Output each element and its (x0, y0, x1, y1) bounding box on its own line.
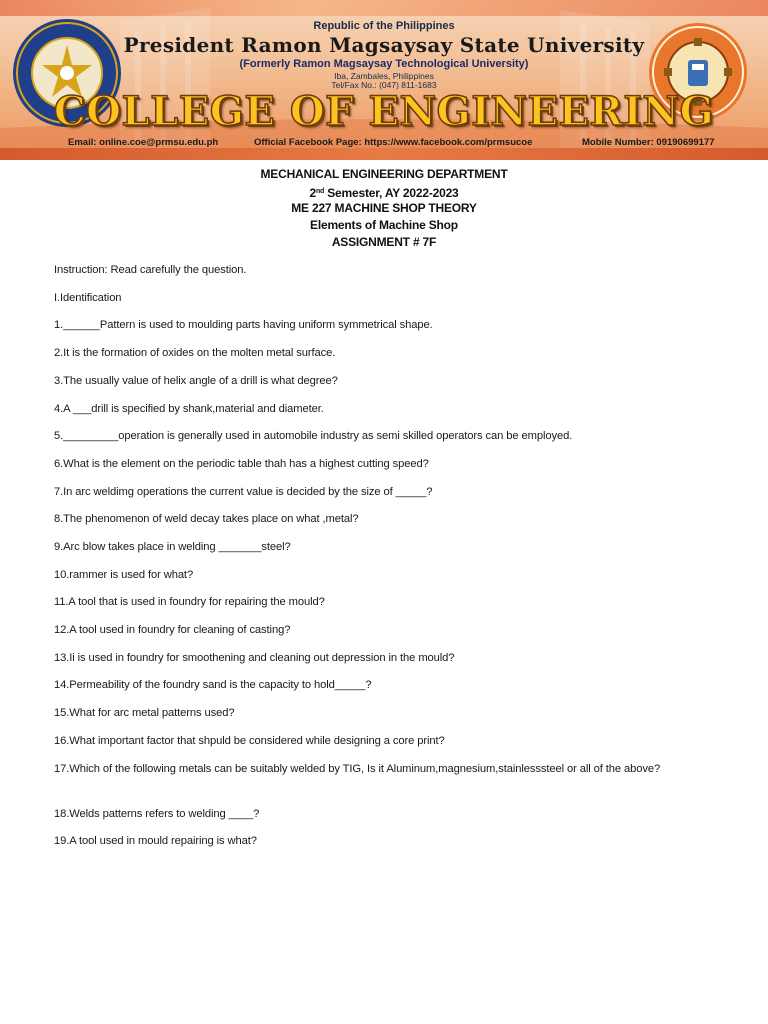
question-item: 12.A tool used in foundry for cleaning of casting? (54, 624, 291, 636)
document-heading (0, 166, 768, 251)
banner-formerly-text: (Formerly Ramon Magsaysay Technological University) (239, 58, 529, 70)
banner-telfax-text: Tel/Fax No.: (047) 811-1683 (331, 80, 437, 90)
letterhead-banner (0, 0, 768, 160)
semester-text: Semester, AY 2022-2023 (324, 186, 459, 200)
banner-mobile-number: Mobile Number: 09190699177 (582, 137, 715, 148)
question-item: 9.Arc blow takes place in welding _______steel? (54, 541, 291, 553)
course-title: ME 227 MACHINE SHOP THEORY (291, 201, 477, 215)
question-item: 17.Which of the following metals can be suitably welded by TIG, Is it Aluminum,magnesium,stainlesssteel or all of the above? (54, 763, 661, 775)
question-item: 2.It is the formation of oxides on the molten metal surface. (54, 347, 336, 359)
question-item: 15.What for arc metal patterns used? (54, 707, 235, 719)
question-item: 11.A tool that is used in foundry for repairing the mould? (54, 596, 325, 608)
question-item: 3.The usually value of helix angle of a drill is what degree? (54, 375, 338, 387)
department-title: MECHANICAL ENGINEERING DEPARTMENT (260, 167, 508, 181)
section-heading: I.Identification (54, 292, 122, 304)
assignment-title: ASSIGNMENT # 7F (331, 235, 437, 249)
question-item: 18.Welds patterns refers to welding ____? (54, 808, 260, 820)
question-item: 16.What important factor that shpuld be considered while designing a core print? (54, 735, 445, 747)
semester-line (0, 183, 768, 200)
question-item: 7.In arc weldimg operations the current value is decided by the size of _____? (54, 486, 433, 498)
question-item: 4.A ___drill is specified by shank,material and diameter. (54, 403, 324, 415)
banner-republic-text: Republic of the Philippines (313, 20, 455, 32)
instruction-text: Instruction: Read carefully the question. (54, 264, 247, 276)
question-item: 1.______Pattern is used to moulding parts having uniform symmetrical shape. (54, 319, 433, 331)
banner-location-text: Iba, Zambales, Philippines (334, 71, 434, 81)
semester-number: 2 (309, 186, 316, 200)
question-item: 8.The phenomenon of weld decay takes place on what ,metal? (54, 513, 359, 525)
question-item: 6.What is the element on the periodic table thah has a highest cutting speed? (54, 458, 429, 470)
banner-bottom-stripe (0, 148, 768, 160)
banner-facebook-page: Official Facebook Page: https://www.facebook.com/prmsucoe (254, 137, 533, 148)
banner-university-name: President Ramon Magsaysay State University (123, 33, 645, 57)
question-item: 10.rammer is used for what? (54, 569, 194, 581)
topic-title: Elements of Machine Shop (310, 218, 458, 232)
semester-ordinal: nd (315, 188, 325, 195)
banner-college-title: COLLEGE OF ENGINEERING (53, 88, 715, 135)
banner-email: Email: online.coe@prmsu.edu.ph (68, 137, 219, 148)
question-item: 19.A tool used in mould repairing is what? (54, 835, 257, 847)
question-item: 5._________operation is generally used in automobile industry as semi skilled operators can be employed. (54, 430, 573, 442)
question-item: 14.Permeability of the foundry sand is the capacity to hold_____? (54, 679, 372, 691)
question-item: 13.Ii is used in foundry for smoothening and cleaning out depression in the mould? (54, 652, 455, 664)
